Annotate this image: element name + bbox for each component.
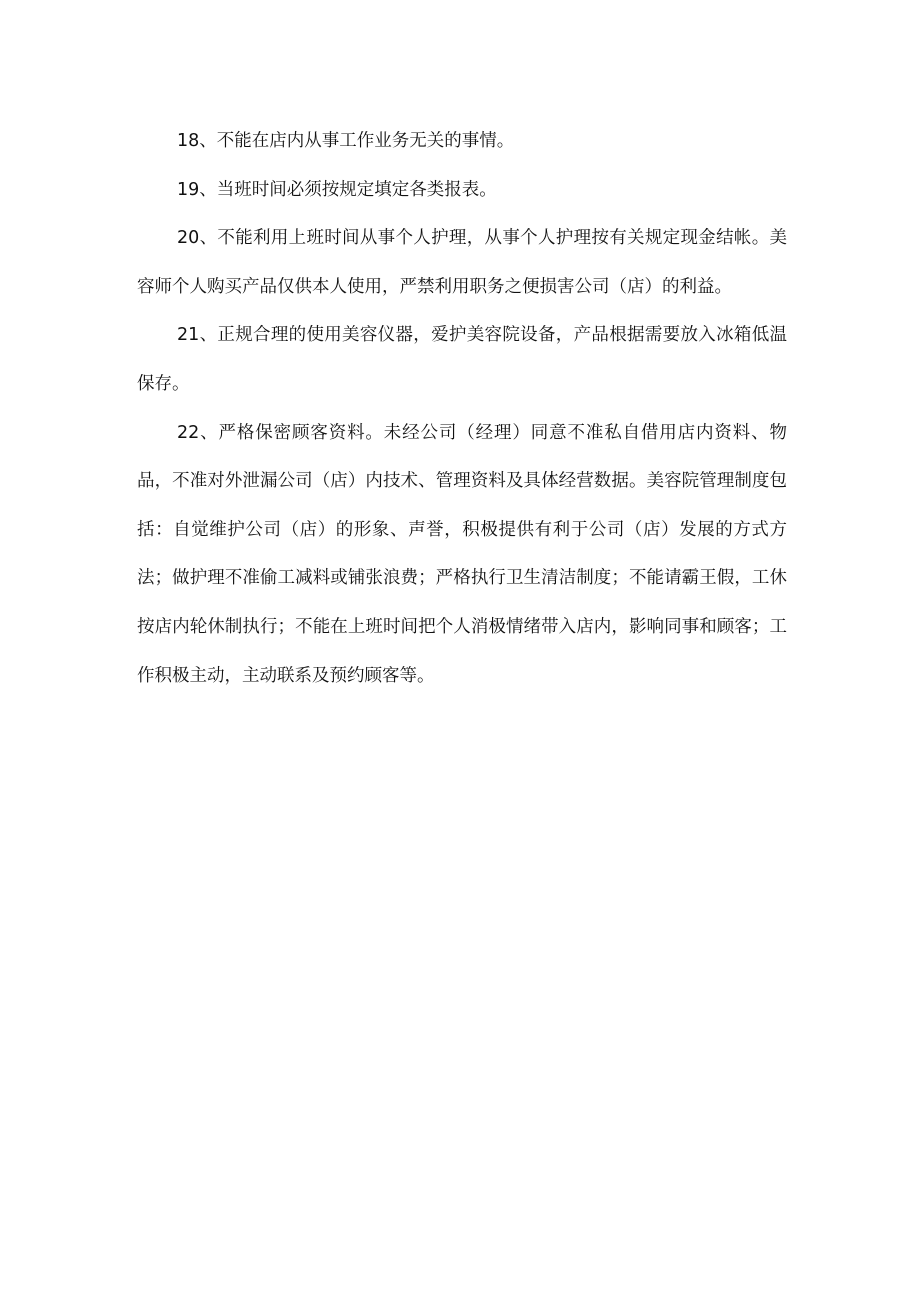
rule-paragraph-20: 20、不能利用上班时间从事个人护理，从事个人护理按有关规定现金结帐。美容师个人购买产品仅供本人使用，严禁利用职务之便损害公司（店）的利益。 bbox=[137, 228, 787, 297]
document-body bbox=[137, 117, 787, 700]
rule-paragraph-18: 18、不能在店内从事工作业务无关的事情。 bbox=[177, 131, 515, 151]
rule-paragraph-22: 22、严格保密顾客资料。未经公司（经理）同意不准私自借用店内资料、物品，不准对外泄漏公司（店）内技术、管理资料及具体经营数据。美容院管理制度包括：自觉维护公司（店）的形象、声誉，积极提供有利于公司（店）发展的方式方法；做护理不准偷工减料或铺张浪费；严格执行卫生清洁制度；不能请霸王假，工休按店内轮休制执行；不能在上班时间把个人消极情绪带入店内，影响同事和顾客；工作积极主动，主动联系及预约顾客等。 bbox=[137, 422, 787, 686]
rule-paragraph-19: 19、当班时间必须按规定填定各类报表。 bbox=[177, 179, 497, 200]
rule-paragraph-21: 21、正规合理的使用美容仪器，爱护美容院设备，产品根据需要放入冰箱低温保存。 bbox=[137, 325, 787, 394]
